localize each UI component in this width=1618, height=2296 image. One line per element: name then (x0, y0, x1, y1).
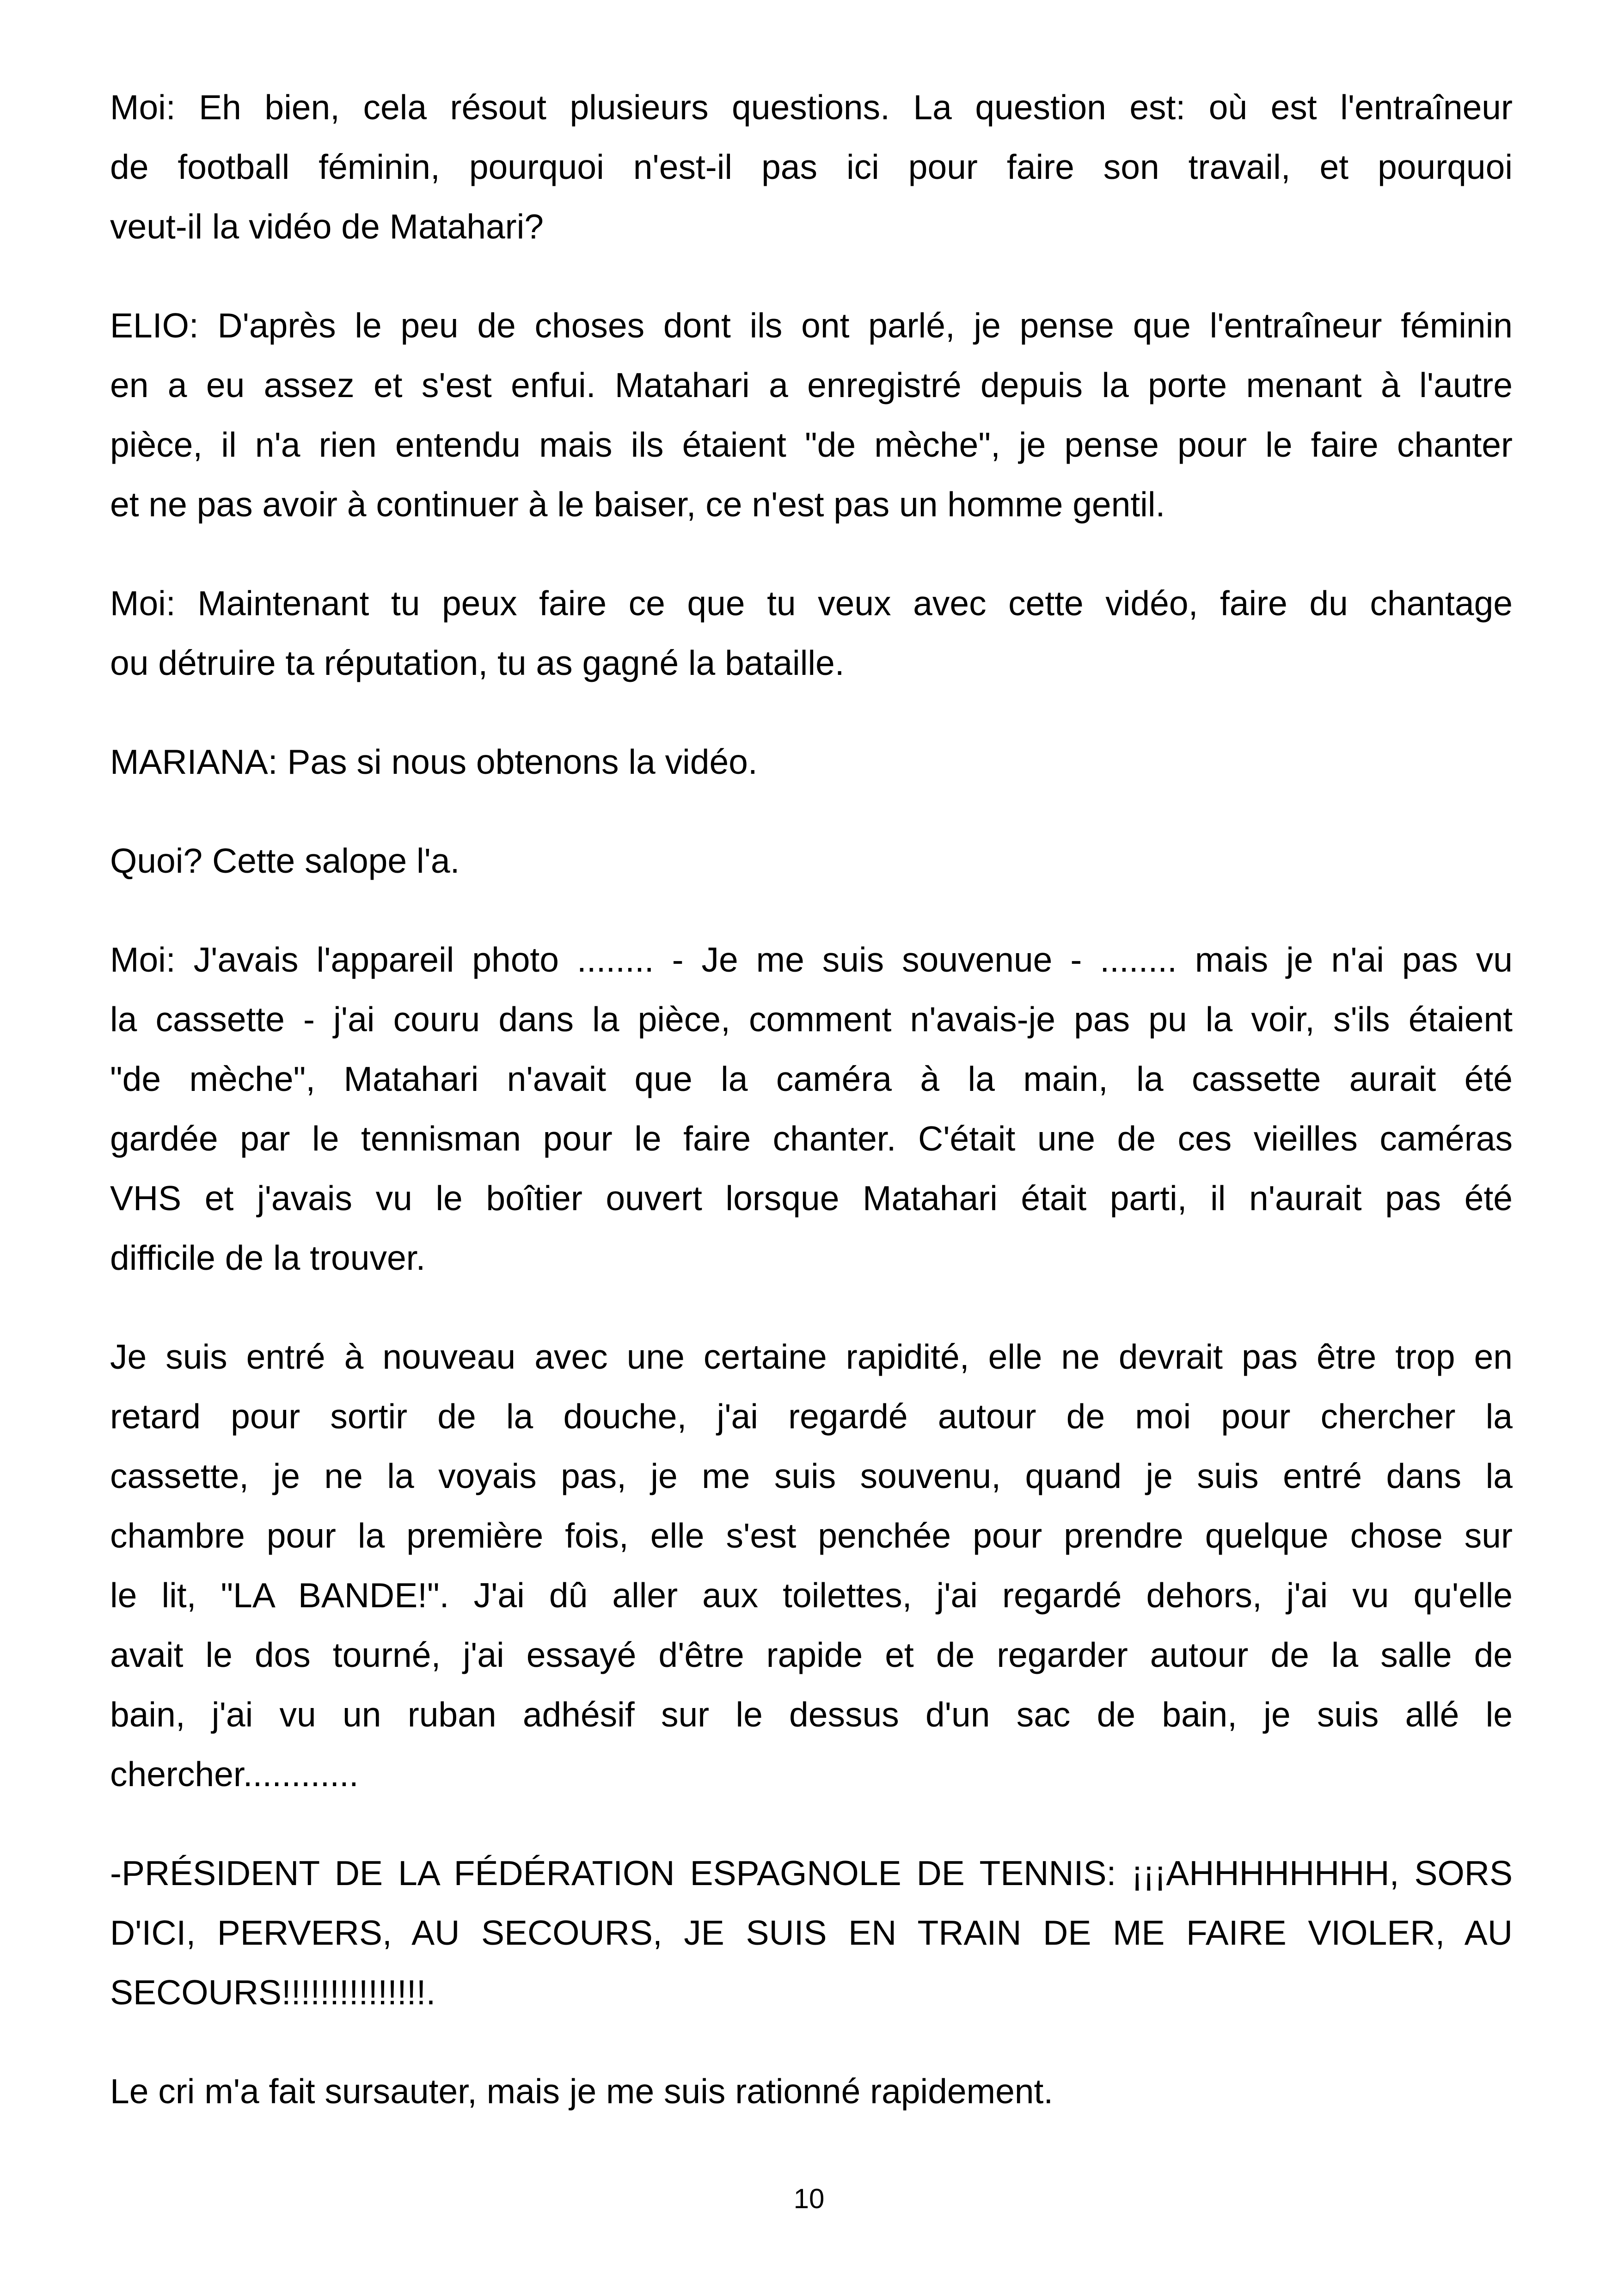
text-line: chercher............ (110, 1755, 359, 1794)
text-line: -PRÉSIDENT DE LA FÉDÉRATION ESPAGNOLE DE TENNIS: ¡¡¡AHHHHHHHH, SORS (110, 1854, 1513, 1892)
text-line: de football féminin, pourquoi n'est-il pas ici pour faire son travail, et pourquoi (110, 147, 1513, 186)
paragraph (110, 831, 1513, 891)
text-line: gardée par le tennisman pour le faire chanter. C'était une de ces vieilles caméras (110, 1119, 1513, 1158)
text-line: Quoi? Cette salope l'a. (110, 841, 460, 880)
text-line: veut-il la vidéo de Matahari? (110, 207, 544, 246)
paragraph (110, 296, 1513, 534)
text-line: Je suis entré à nouveau avec une certaine rapidité, elle ne devrait pas être trop en (110, 1337, 1513, 1376)
text-line: en a eu assez et s'est enfui. Matahari a enregistré depuis la porte menant à l'autre (110, 366, 1513, 404)
text-line: Moi: Maintenant tu peux faire ce que tu veux avec cette vidéo, faire du chantage (110, 584, 1513, 623)
text-line: ELIO: D'après le peu de choses dont ils ont parlé, je pense que l'entraîneur féminin (110, 306, 1513, 345)
paragraph (110, 574, 1513, 693)
text-line: D'ICI, PERVERS, AU SECOURS, JE SUIS EN TRAIN DE ME FAIRE VIOLER, AU (110, 1913, 1513, 1952)
text-line: la cassette - j'ai couru dans la pièce, comment n'avais-je pas pu la voir, s'ils étaient (110, 1000, 1513, 1039)
text-line: Moi: J'avais l'appareil photo ........ - Je me suis souvenue - ........ mais je n'ai pas vu (110, 940, 1513, 979)
text-line: cassette, je ne la voyais pas, je me suis souvenu, quand je suis entré dans la (110, 1457, 1513, 1495)
text-line: Le cri m'a fait sursauter, mais je me suis rationné rapidement. (110, 2072, 1054, 2111)
text-line: pièce, il n'a rien entendu mais ils étaient "de mèche", je pense pour le faire chanter (110, 425, 1513, 464)
paragraph (110, 78, 1513, 257)
text-line: "de mèche", Matahari n'avait que la caméra à la main, la cassette aurait été (110, 1059, 1513, 1098)
text-line: bain, j'ai vu un ruban adhésif sur le dessus d'un sac de bain, je suis allé le (110, 1695, 1513, 1734)
text-line: Moi: Eh bien, cela résout plusieurs questions. La question est: où est l'entraîneur (110, 88, 1513, 127)
text-line: avait le dos tourné, j'ai essayé d'être rapide et de regarder autour de la salle de (110, 1635, 1513, 1674)
page-number: 10 (793, 2183, 825, 2214)
text-line: et ne pas avoir à continuer à le baiser, ce n'est pas un homme gentil. (110, 485, 1165, 524)
text-line: MARIANA: Pas si nous obtenons la vidéo. (110, 742, 758, 781)
paragraph (110, 2062, 1513, 2121)
document-body (110, 78, 1513, 2161)
text-line: ou détruire ta réputation, tu as gagné la bataille. (110, 643, 845, 682)
paragraph (110, 732, 1513, 792)
paragraph (110, 1843, 1513, 2022)
text-line: le lit, "LA BANDE!". J'ai dû aller aux toilettes, j'ai regardé dehors, j'ai vu qu'elle (110, 1576, 1513, 1615)
text-line: chambre pour la première fois, elle s'est penchée pour prendre quelque chose sur (110, 1516, 1513, 1555)
paragraph (110, 930, 1513, 1288)
text-line: retard pour sortir de la douche, j'ai regardé autour de moi pour chercher la (110, 1397, 1513, 1436)
text-line: VHS et j'avais vu le boîtier ouvert lorsque Matahari était parti, il n'aurait pas été (110, 1179, 1513, 1218)
text-line: SECOURS!!!!!!!!!!!!!!!. (110, 1973, 436, 2012)
paragraph (110, 1327, 1513, 1804)
text-line: difficile de la trouver. (110, 1238, 426, 1277)
